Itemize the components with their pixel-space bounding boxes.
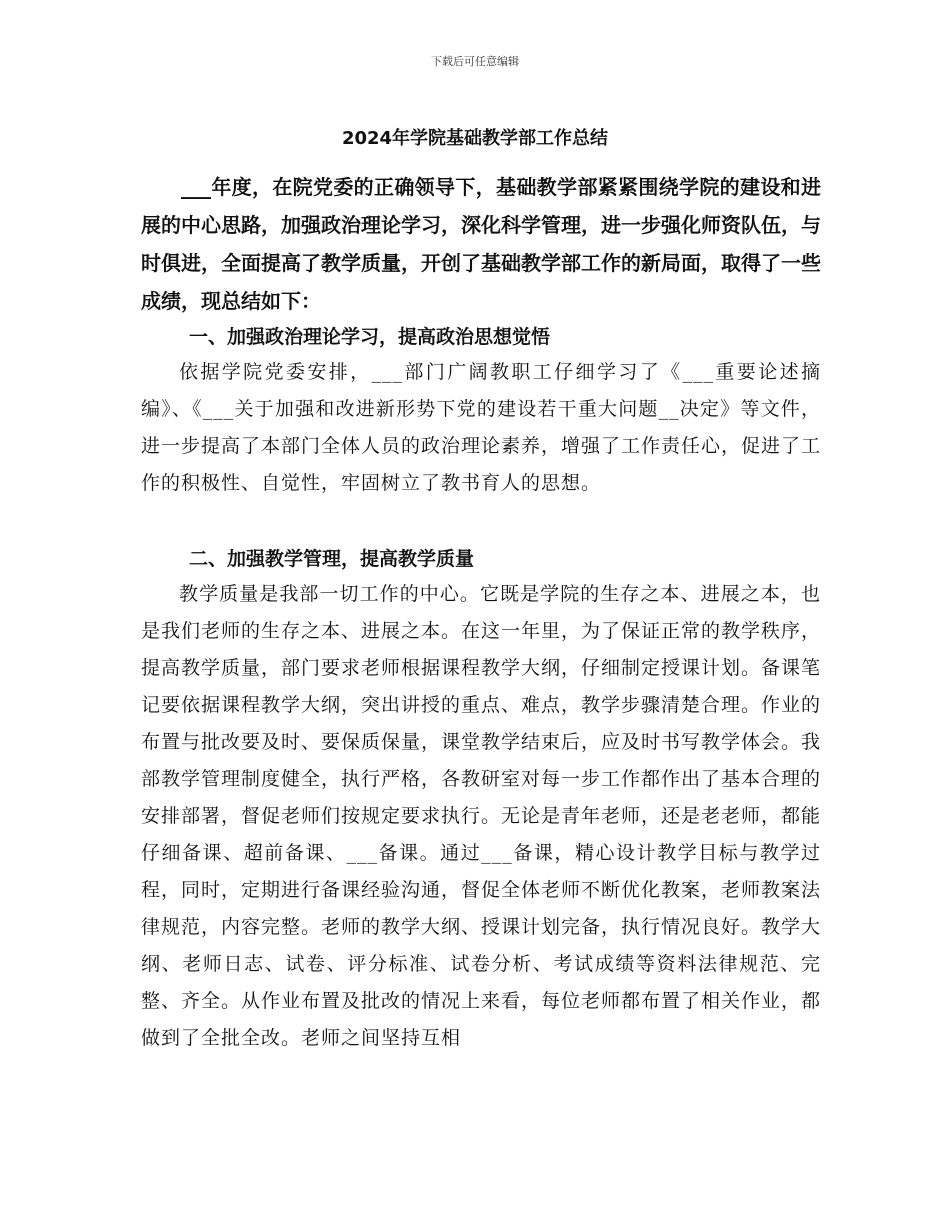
section2-body: 教学质量是我部一切工作的中心。它既是学院的生存之本、进展之本，也是我们老师的生存之本、进展之本。在这一年里，为了保证正常的教学秩序，提高教学质量，部门要求老师根据课程教学大纲，仔细制定授课计划。备课笔记要依据课程教学大纲，突出讲授的重点、难点，教学步骤清楚合理。作业的布置与批改要及时、要保质保量，课堂教学结束后，应及时书写教学体会。我部教学管理制度健全，执行严格，各教研室对每一步工作都作出了基本合理的安排部署，督促老师们按规定要求执行。无论是青年老师，还是老老师，都能仔细备课、超前备课、___备课。通过___备课，精心设计教学目标与教学过程，同时，定期进行备课经验沟通，督促全体老师不断优化教案，老师教案法律规范，内容完整。老师的教学大纲、授课计划完备，执行情况良好。教学大纲、老师日志、试卷、评分标准、试卷分析、考试成绩等资料法律规范、完整、齐全。从作业布置及批改的情况上来看，每位老师都布置了相关作业，都做到了全批全改。老师之间坚持互相: [141, 583, 822, 1049]
document-title: 2024年学院基础教学部工作总结: [341, 128, 609, 149]
section1-body: 依据学院党委安排，___部门广阔教职工仔细学习了《___重要论述摘编》、《___关于加强和改进新形势下党的建设若干重大问题__决定》等文件，进一步提高了本部门全体人员的政治理论素养，增强了工作责任心，促进了工作的积极性、自觉性，牢固树立了教书育人的思想。: [141, 361, 822, 494]
section2-heading: 二、加强教学管理，提高教学质量: [189, 548, 475, 570]
intro-paragraph: ___年度，在院党委的正确领导下，基础教学部紧紧围绕学院的建设和进展的中心思路，加强政治理论学习，深化科学管理，进一步强化师资队伍，与时俱进，全面提高了教学质量，开创了基础教学部工作的新局面，取得了一些成绩，现总结如下：: [141, 175, 821, 313]
section1-heading: 一、加强政治理论学习，提高政治思想觉悟: [189, 326, 551, 348]
page-header: 下载后可任意编辑: [431, 55, 519, 68]
